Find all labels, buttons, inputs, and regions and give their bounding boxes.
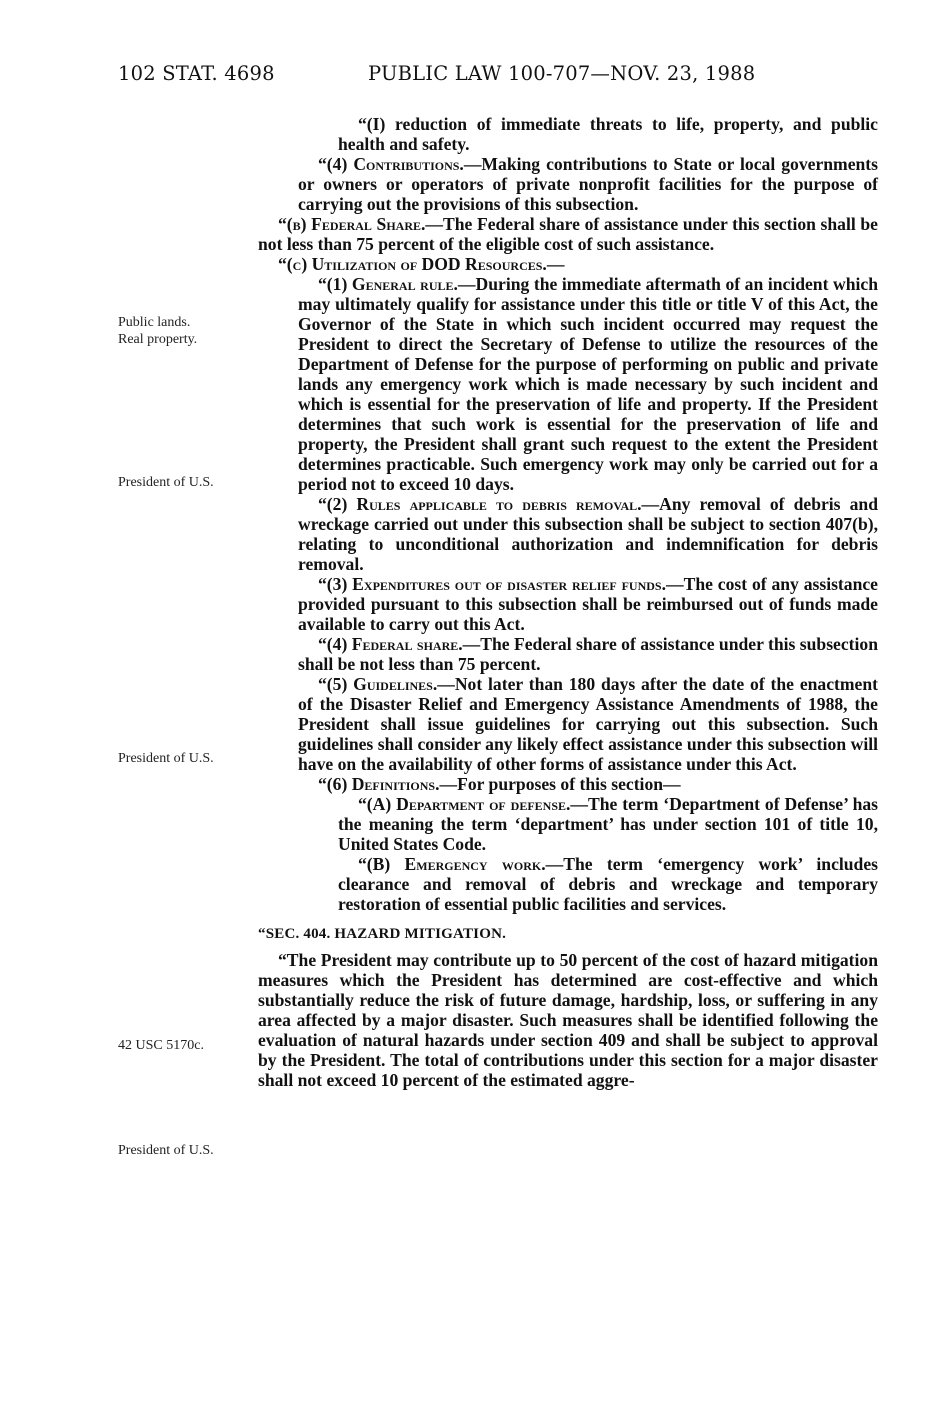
paragraph-cB-label: “(B) Emergency work. bbox=[358, 854, 546, 874]
paragraph-c5-label: “(5) Guidelines. bbox=[318, 674, 438, 694]
paragraph-c-utilization bbox=[258, 254, 878, 274]
paragraph-c-text: — bbox=[546, 254, 565, 274]
paragraph-c2-debris bbox=[258, 494, 878, 574]
paragraph-c3-expenditures bbox=[258, 574, 878, 634]
paragraph-c3-text: —The cost of any assistance provided pursuant to this subsection shall be reimbursed out of funds made available to carry out this Act. bbox=[298, 574, 878, 634]
paragraph-c2-label: “(2) Rules applicable to debris removal. bbox=[318, 494, 642, 514]
paragraph-c1-general-rule bbox=[258, 274, 878, 494]
margin-note-president-3: President of U.S. bbox=[118, 1143, 214, 1158]
paragraph-c1-label: “(1) General rule. bbox=[318, 274, 458, 294]
paragraph-cA-label: “(A) Department of defense. bbox=[358, 794, 571, 814]
stat-reference: 102 STAT. 4698 bbox=[118, 62, 275, 85]
paragraph-4-contributions bbox=[258, 154, 878, 214]
paragraph-c4-label: “(4) Federal share. bbox=[318, 634, 463, 654]
margin-note-usc: 42 USC 5170c. bbox=[118, 1038, 204, 1053]
paragraph-b-text: —The Federal share of assistance under this section shall be not less than 75 percent of the eligible cost of such assistance. bbox=[258, 214, 878, 254]
paragraph-cB-emergency-work bbox=[258, 854, 878, 914]
paragraph-c-label: “(c) Utilization of DOD Resources. bbox=[278, 254, 547, 274]
paragraph-c6-label: “(6) Definitions. bbox=[318, 774, 440, 794]
paragraph-I bbox=[258, 114, 878, 154]
paragraph-c5-guidelines bbox=[258, 674, 878, 774]
paragraph-I-text: “(I) reduction of immediate threats to life, property, and public health and safety. bbox=[338, 114, 878, 154]
paragraph-cA-text: —The term ‘Department of Defense’ has the meaning the term ‘department’ has under section 101 of title 10, United States Code. bbox=[338, 794, 878, 854]
public-law-reference: PUBLIC LAW 100-707—NOV. 23, 1988 bbox=[368, 62, 756, 85]
statute-body bbox=[258, 114, 878, 1090]
margin-note-president-2: President of U.S. bbox=[118, 751, 214, 766]
paragraph-c6-definitions bbox=[258, 774, 878, 794]
paragraph-c5-text: —Not later than 180 days after the date of the enactment of the Disaster Relief and Emergency Assistance Amendments of 1988, the President shall issue guidelines for carrying out this subsection. Such guidelines shall consider any likely effect assistance under this subsection will have on the availability of other forms of assistance under this Act. bbox=[298, 674, 878, 774]
margin-note-president-1: President of U.S. bbox=[118, 475, 214, 490]
section-404-text: “The President may contribute up to 50 percent of the cost of hazard mitigation measures which the President has determined are cost-effective and which substantially reduce the risk of future damage, hardship, loss, or suffering in any area affected by a major disaster. Such measures shall be identified following the evaluation of natural hazards under section 409 and shall be subject to approval by the President. The total of contributions under this section for a major disaster shall not exceed 10 percent of the estimated aggre- bbox=[258, 950, 878, 1090]
paragraph-c1-text: —During the immediate aftermath of an incident which may ultimately qualify for assistance under this title or title V of this Act, the Governor of the State in which such incident occurred may request the President to direct the Secretary of Defense to utilize the resources of the Department of Defense for the purpose of performing on public and private lands any emergency work which is made necessary by such incident and which is essential for the preservation of life and property. If the President determines that such work is essential for the preservation of life and property, the President shall grant such request to the extent the President determines practicable. Such emergency work may only be carried out for a period not to exceed 10 days. bbox=[298, 274, 879, 494]
margin-note-real-property: Real property. bbox=[118, 332, 198, 347]
paragraph-c3-label: “(3) Expenditures out of disaster relief funds. bbox=[318, 574, 666, 594]
paragraph-c4-text: —The Federal share of assistance under this subsection shall be not less than 75 percent. bbox=[298, 634, 879, 674]
paragraph-b-label: “(b) Federal Share. bbox=[278, 214, 426, 234]
section-404-heading: “SEC. 404. HAZARD MITIGATION. bbox=[258, 926, 507, 942]
paragraph-cA-department bbox=[258, 794, 878, 854]
paragraph-cB-text: —The term ‘emergency work’ includes clearance and removal of debris and wreckage and temporary restoration of essential public facilities and services. bbox=[338, 854, 878, 914]
paragraph-b-federal-share bbox=[258, 214, 878, 254]
paragraph-4-label: “(4) Contributions. bbox=[318, 154, 464, 174]
paragraph-c4-federal-share bbox=[258, 634, 878, 674]
paragraph-c2-text: —Any removal of debris and wreckage carried out under this subsection shall be subject to section 407(b), relating to unconditional authorization and indemnification for debris removal. bbox=[298, 494, 878, 574]
paragraph-4-text: —Making contributions to State or local governments or owners or operators of private nonprofit facilities for the purpose of carrying out the provisions of this subsection. bbox=[298, 154, 879, 214]
paragraph-c6-text: —For purposes of this section— bbox=[439, 774, 681, 794]
margin-note-public-lands: Public lands. bbox=[118, 315, 191, 330]
